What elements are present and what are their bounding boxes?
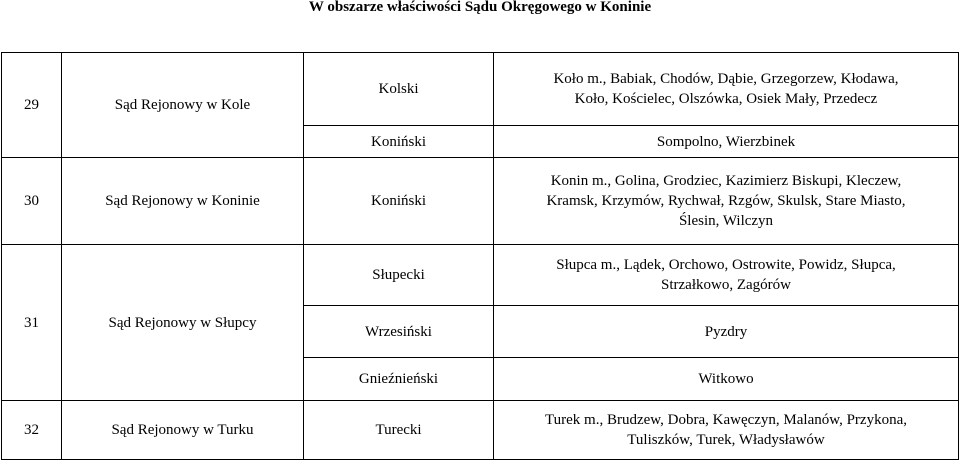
area-list [494, 158, 959, 245]
area-list: Sompolno, Wierzbinek [494, 126, 959, 158]
court-jurisdiction-table [1, 52, 959, 460]
table-row [2, 158, 959, 245]
area-text: Słupca m., Lądek, Orchowo, Ostrowite, Powidz, Słupca, Strzałkowo, Zagórów [556, 257, 896, 293]
county-name: Słupecki [304, 245, 494, 306]
area-text: Konin m., Golina, Grodziec, Kazimierz Biskupi, Kleczew, Kramsk, Krzymów, Rychwał, Rzgów, Skulsk, Stare Miasto, Ślesin, Wilczyn [546, 173, 906, 229]
area-text: Koło m., Babiak, Chodów, Dąbie, Grzegorzew, Kłodawa, Koło, Kościelec, Olszówka, Osiek Mały, Przedecz [553, 71, 899, 107]
court-name: Sąd Rejonowy w Kole [62, 53, 304, 158]
row-number: 29 [2, 53, 62, 158]
county-name: Kolski [304, 53, 494, 126]
county-name: Wrzesiński [304, 306, 494, 358]
area-list [494, 245, 959, 306]
table-row [2, 245, 959, 306]
table-row [2, 53, 959, 126]
row-number: 30 [2, 158, 62, 245]
table-row [2, 401, 959, 460]
row-number: 31 [2, 245, 62, 401]
area-list [494, 53, 959, 126]
county-name: Turecki [304, 401, 494, 460]
county-name: Koniński [304, 158, 494, 245]
county-name: Koniński [304, 126, 494, 158]
county-name: Gnieźnieński [304, 358, 494, 401]
document-heading: W obszarze właściwości Sądu Okręgowego w Koninie [308, 0, 652, 15]
court-name: Sąd Rejonowy w Turku [62, 401, 304, 460]
court-name: Sąd Rejonowy w Koninie [62, 158, 304, 245]
row-number: 32 [2, 401, 62, 460]
area-list: Pyzdry [494, 306, 959, 358]
court-name: Sąd Rejonowy w Słupcy [62, 245, 304, 401]
area-text: Turek m., Brudzew, Dobra, Kawęczyn, Malanów, Przykona, Tuliszków, Turek, Władysławów [545, 412, 907, 448]
area-list [494, 401, 959, 460]
area-list: Witkowo [494, 358, 959, 401]
